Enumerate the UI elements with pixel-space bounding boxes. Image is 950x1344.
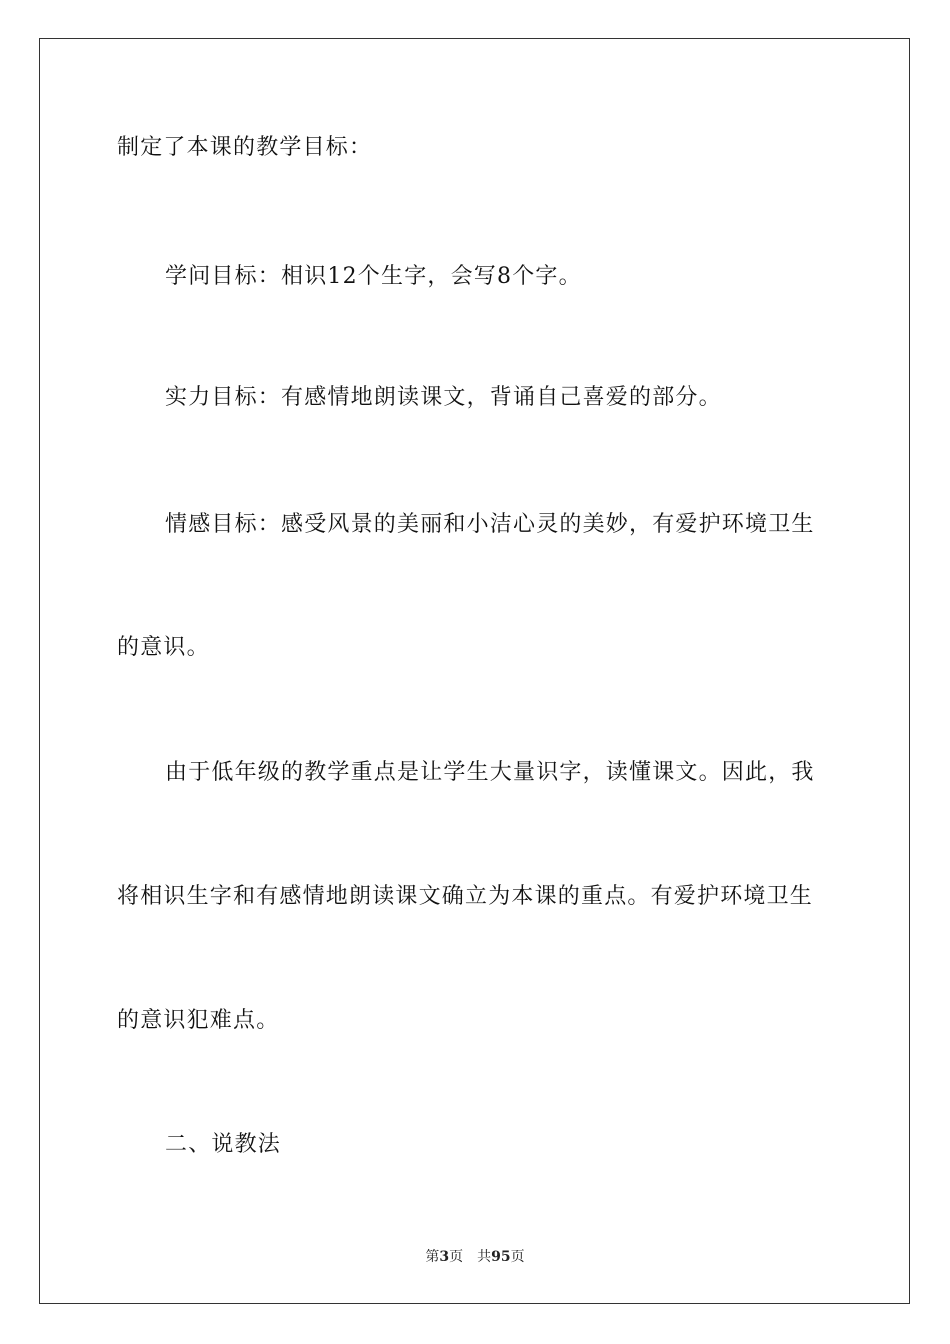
total-suffix: 页 <box>510 1249 525 1265</box>
body-line-7: 将相识生字和有感情地朗读课文确立为本课的重点。有爱护环境卫生 <box>117 884 814 909</box>
body-line-1: 制定了本课的教学目标： <box>117 135 373 160</box>
page-border <box>39 38 910 1304</box>
body-line-5: 的意识。 <box>117 635 210 660</box>
page-suffix: 页 <box>449 1249 464 1265</box>
body-line-3: 实力目标：有感情地朗读课文，背诵自己喜爱的部分。 <box>165 385 722 410</box>
body-line-6: 由于低年级的教学重点是让学生大量识字，读懂课文。因此，我 <box>165 760 815 785</box>
body-line-2: 学问目标：相识12个生字，会写8个字。 <box>165 264 582 289</box>
page-number: 3 <box>439 1249 450 1265</box>
body-line-8: 的意识犯难点。 <box>117 1008 280 1033</box>
page-footer <box>0 1247 950 1267</box>
total-prefix: 共 <box>477 1249 492 1265</box>
total-pages: 95 <box>491 1249 511 1265</box>
page-prefix: 第 <box>425 1249 440 1265</box>
section-heading: 二、说教法 <box>165 1132 282 1157</box>
body-line-4: 情感目标：感受风景的美丽和小洁心灵的美妙，有爱护环境卫生 <box>165 512 815 537</box>
